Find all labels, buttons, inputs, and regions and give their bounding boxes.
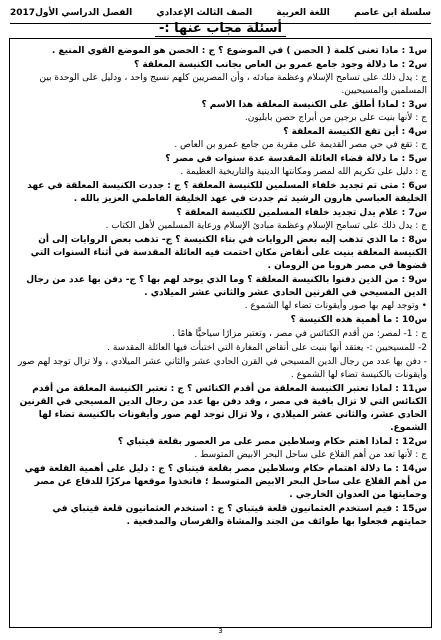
header-series: سلسلة ابن عاصم bbox=[354, 8, 431, 18]
answer-text: ج : دليل على تكريم الله لمصر ومكانتها الدينية والتاريخية العظيمة . bbox=[180, 167, 427, 177]
qa-item bbox=[14, 342, 427, 355]
question-text: س3 : لماذا أطلق على الكنيسة المعلقة هذا الاسم ؟ bbox=[201, 100, 427, 110]
page-title: أسئلة مجاب عنها :- bbox=[0, 21, 441, 36]
qa-item bbox=[14, 274, 427, 313]
question-text: س2 : ما دلالة وجود جامع عمرو بن العاص بجانب الكنيسة المعلقة ؟ bbox=[133, 60, 427, 70]
qa-item bbox=[14, 126, 427, 152]
qa-item bbox=[14, 314, 427, 327]
question-text: س5 : ما دلالة قضاء العائلة المقدسة عدة سنوات في مصر ؟ bbox=[165, 154, 427, 164]
answer-text: • وتوجد لهم بها صور وأيقونات تضاء لها الشموع . bbox=[244, 301, 427, 311]
qa-item bbox=[14, 436, 427, 462]
qa-item bbox=[14, 45, 427, 58]
qa-item bbox=[14, 383, 427, 435]
qa-item bbox=[14, 207, 427, 233]
qa-item bbox=[14, 59, 427, 98]
question-text: س9 : من الذين دفنوا بالكنيسة المعلقة ؟ وما الذي يوجد لهم بها ؟ ج- دفن بها عدد من رجال الدين المسيحي في القرنين الحادي عشر والثاني عشر الميلادي . bbox=[26, 275, 427, 298]
qa-item bbox=[14, 99, 427, 125]
page-number: 3 bbox=[218, 627, 223, 635]
question-text: س15 : فيم استخدم العثمانيون قلعة قيتباي ؟ ج : استخدم العثمانيون قلعة قيتباي في حمايتهم فجعلوا بها طوائف من الجند والمشاة والفرسان والمدفعية . bbox=[52, 504, 427, 527]
qa-item bbox=[14, 180, 427, 206]
qa-item bbox=[14, 153, 427, 179]
question-text: س4 : أين تقع الكنيسة المعلقة ؟ bbox=[283, 127, 427, 137]
question-text: س14 : ما دلالة اهتمام حكام وسلاطين مصر بقلعة قيتباي ؟ ج : دليل على أهمية القلعة فهي من أهم القلاع على ساحل البحر الابيض المتوسط ؛ فاتخذوا موقعها مركزًا للدفاع عن مصر وحمايتها من العدوان الخارجي . bbox=[24, 464, 427, 500]
question-text: س8 : ما الذي تذهب إليه بعض الروايات في بناء الكنيسة ؟ ج- تذهب بعض الروايات إلى أن الكنيسة المعلقة بنيت على أنقاض مكان احتمت فيه العائلة المقدسة في أثناء السنوات التي قضوها في مصر هروبا من الرومان . bbox=[30, 235, 427, 271]
answer-text: - دفن بها عدد من رجال الدين المسيحي في القرن الحادي عشر والثاني عشر الميلادي ، ولا تزال توجد لهم صور وأيقونات بالكنيسة تضاء لها الشموع . bbox=[17, 357, 427, 380]
answer-text: ج : لأنها بنيت على برجين من أبراج حصن بابليون. bbox=[244, 113, 427, 123]
header-subject: اللغة العربية bbox=[276, 8, 330, 18]
qa-list bbox=[14, 45, 427, 617]
qa-item bbox=[14, 356, 427, 382]
answer-text: 2- للمسيحيين :- يعتقد أنها بنيت على أنقاض المغارة التي اختبأت فيها العائلة المقدسة . bbox=[107, 343, 427, 353]
qa-item bbox=[14, 463, 427, 502]
question-text: س10 : ما أهمية هذه الكنيسة ؟ bbox=[290, 315, 427, 325]
answer-text: ج : يدل ذلك على تسامح الإسلام وعظمة مبادئ الإسلام ورعاية المسلمين لأهل الكتاب . bbox=[105, 221, 427, 231]
question-text: س11 : لماذا تعتبر الكنيسة المعلقة من أقدم الكنائس ؟ ج : تعتبر الكنيسة المعلقة من أقدم الكنائس التي لا تزال باقية في مصر ، وقد دفن بها عدد من رجال الدين المسيحي في القرنين الحادي عشر، والثاني عشر الميلادي ، ولا تزال توجد لهم صور وأيقونات بالكنيسة تضاء لها الشموع. bbox=[19, 384, 427, 433]
answer-text: ج : تقع في حي مصر القديمة على مقربة من جامع عمرو بن العاص . bbox=[174, 140, 427, 150]
answer-text: ج : يدل ذلك على تسامح الإسلام وعظمة مبادئه ، وأن المصريين كلهم نسيج واحد ، ودليل على الوحدة بين المسلمين والمسيحيين. bbox=[39, 73, 427, 96]
qa-item bbox=[14, 503, 427, 529]
qa-item bbox=[14, 234, 427, 273]
question-text: س6 : متى تم تجديد خلفاء المسلمين للكنيسة المعلقة ؟ ج : جددت الكنيسة المعلقة في عهد الخليفة العباسي هارون الرشيد ثم جددت في عهد الخليفة الفاطمي العزيز بالله . bbox=[27, 181, 427, 204]
question-text: س1 : ماذا تعنى كلمة ( الحصن ) في الموضوع ؟ ج : الحصن هو الموضع القوي المنيع . bbox=[51, 46, 427, 56]
question-text: س7 : علام يدل تجديد خلفاء المسلمين للكنيسة المعلقة ؟ bbox=[176, 208, 427, 218]
header-grade: الصف الثالث الإعدادي bbox=[156, 8, 253, 18]
header-term: الفصل الدراسي الأول2017 bbox=[10, 8, 133, 18]
question-text: س12 : لماذا اهتم حكام وسلاطين مصر على مر العصور بقلعة قيتباي ؟ bbox=[117, 437, 427, 447]
qa-item bbox=[14, 328, 427, 341]
answer-text: ج : لأنها تعد من أهم القلاع على ساحل البحر الابيض المتوسط . bbox=[194, 450, 427, 460]
answer-text: ج : 1- لمصر: من أقدم الكنائس في مصر ، وتعتبر مزارًا سياحيًّا هامًا . bbox=[171, 329, 427, 339]
